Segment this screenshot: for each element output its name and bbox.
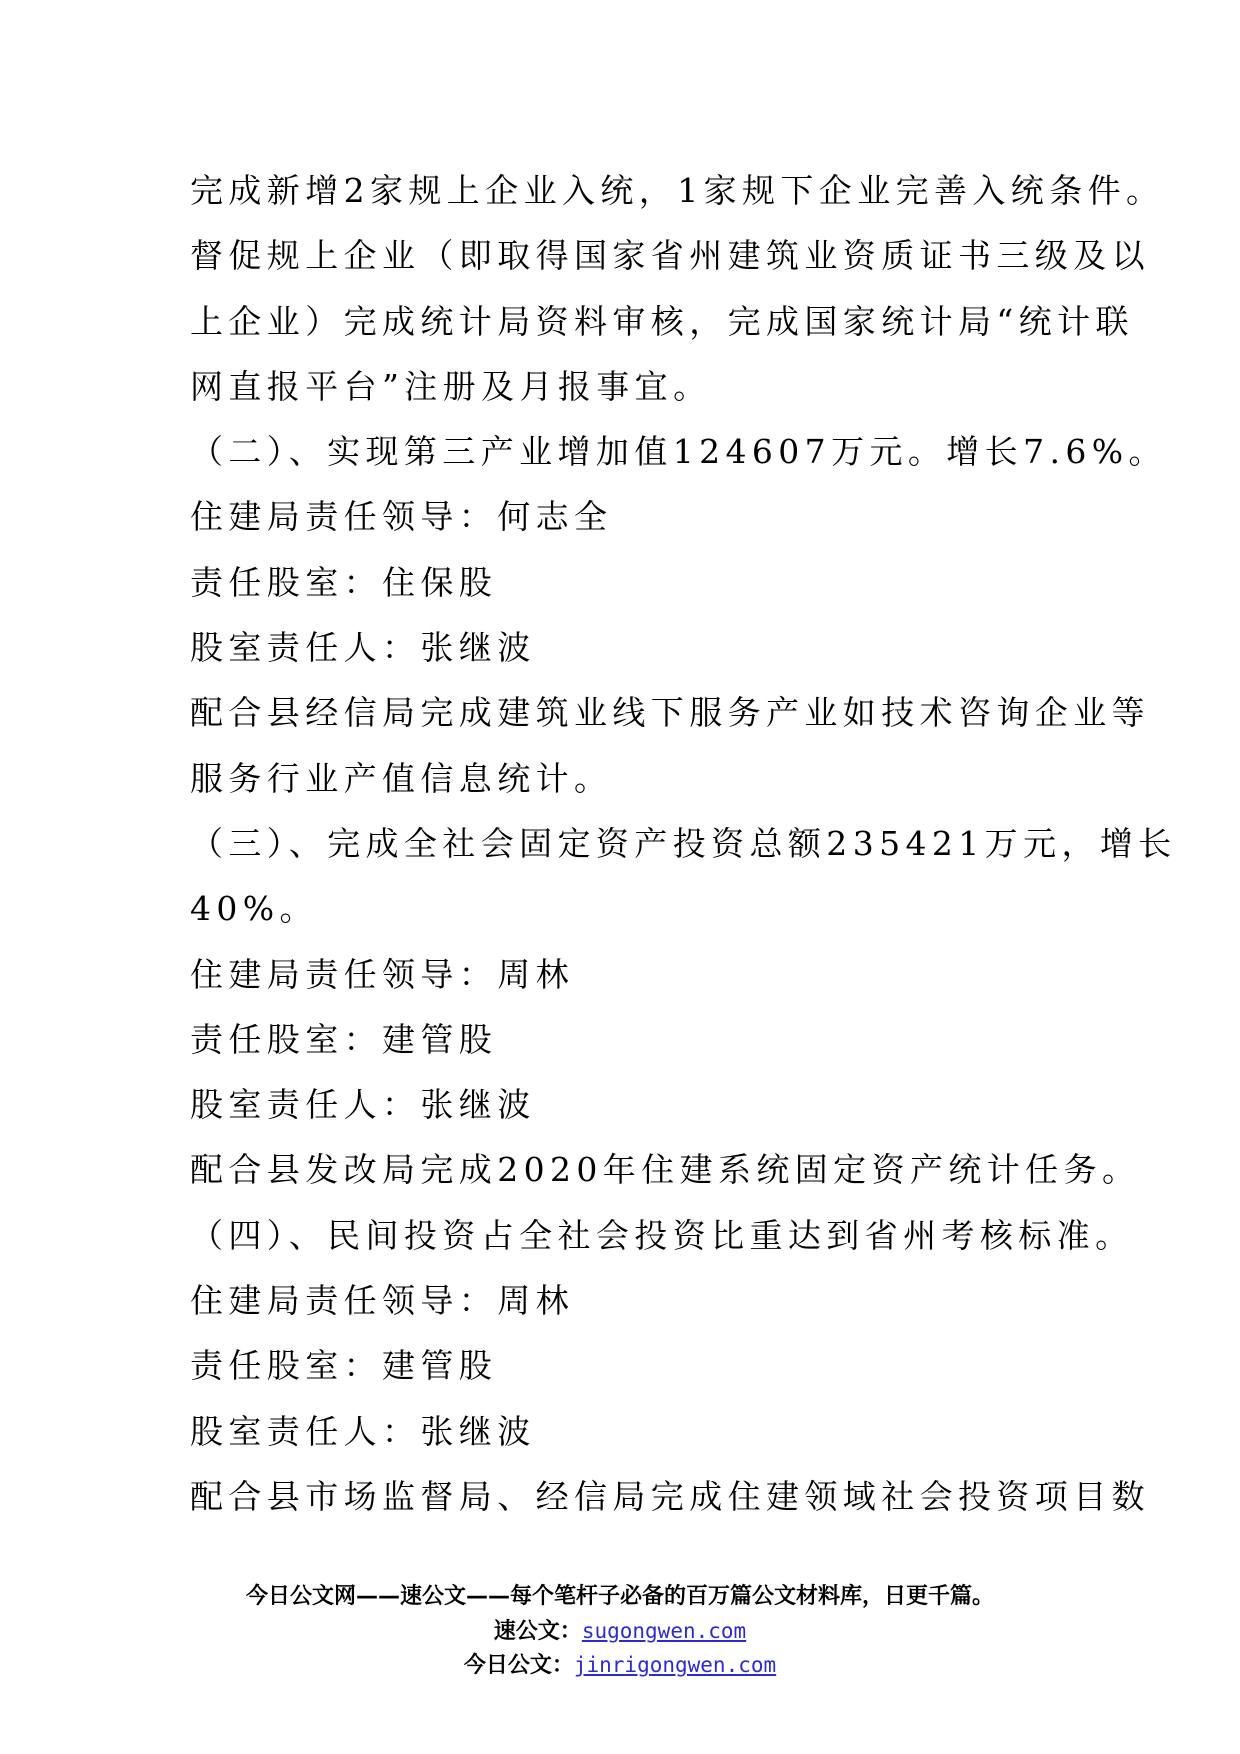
body-line-13: 住建局责任领导：周林 — [190, 954, 574, 994]
sugongwen-link[interactable]: sugongwen.com — [581, 1619, 747, 1643]
jinrigongwen-link[interactable]: jinrigongwen.com — [573, 1653, 777, 1677]
footer-tagline: 今日公文网——速公文——每个笔杆子必备的百万篇公文材料库，日更千篇。 — [245, 1584, 994, 1609]
document-body — [190, 158, 1177, 1529]
body-line-21: 配合县市场监督局、经信局完成住建领域社会投资项目数 — [190, 1476, 1150, 1516]
body-line-15: 股室责任人：张继波 — [190, 1085, 536, 1125]
footer-link-row-2 — [0, 1648, 1240, 1682]
body-line-2: 督促规上企业（即取得国家省州建筑业资质证书三级及以 — [190, 236, 1150, 276]
footer-link2-label: 今日公文： — [463, 1653, 574, 1678]
section-heading-3: （三）、完成全社会固定资产投资总额235421万元，增长 — [190, 823, 1177, 863]
body-line-7: 责任股室：住保股 — [190, 562, 498, 602]
section-heading-2: （二）、实现第三产业增加值124607万元。增长7.6%。 — [190, 432, 1167, 472]
page-footer — [0, 1580, 1240, 1682]
body-line-16: 配合县发改局完成2020年住建系统固定资产统计任务。 — [190, 1150, 1141, 1190]
body-line-12: 40%。 — [190, 889, 318, 929]
body-line-6: 住建局责任领导：何志全 — [190, 497, 613, 537]
body-line-19: 责任股室：建管股 — [190, 1346, 498, 1386]
body-line-3: 上企业）完成统计局资料审核，完成国家统计局“统计联 — [190, 301, 1134, 341]
section-heading-4: （四）、民间投资占全社会投资比重达到省州考核标准。 — [190, 1215, 1134, 1255]
footer-link1-label: 速公文： — [493, 1619, 582, 1644]
body-line-20: 股室责任人：张继波 — [190, 1411, 536, 1451]
body-line-10: 服务行业产值信息统计。 — [190, 758, 613, 798]
body-line-4: 网直报平台”注册及月报事宜。 — [190, 366, 712, 406]
body-line-9: 配合县经信局完成建筑业线下服务产业如技术咨询企业等 — [190, 693, 1150, 733]
body-line-1: 完成新增2家规上企业入统，1家规下企业完善入统条件。 — [190, 171, 1165, 210]
footer-link-row-1 — [0, 1614, 1240, 1648]
body-line-18: 住建局责任领导：周林 — [190, 1281, 574, 1321]
body-line-8: 股室责任人：张继波 — [190, 628, 536, 668]
body-line-14: 责任股室：建管股 — [190, 1019, 498, 1059]
